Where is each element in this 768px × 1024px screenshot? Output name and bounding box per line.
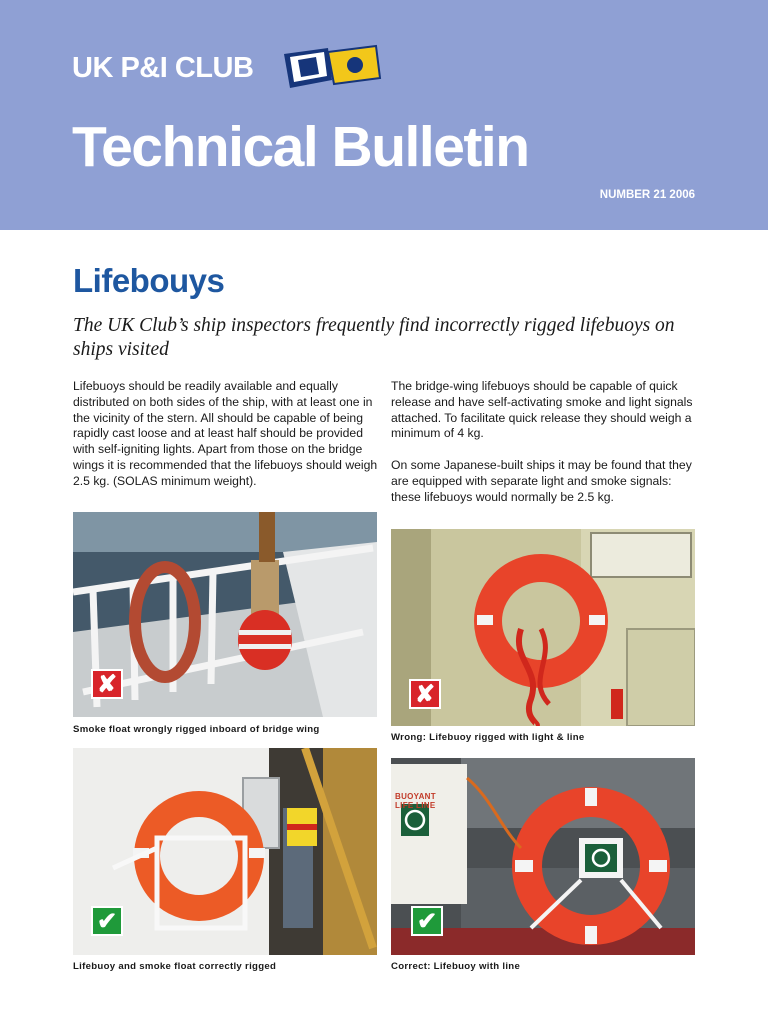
body-column-left [73,379,379,505]
photo-caption: Correct: Lifebuoy with line [391,961,521,972]
paragraph: On some Japanese-built ships it may be found that they are equipped with separate light and smoke signals: these lifebuoys would normally be 2.5 kg. [391,457,692,504]
article-standfirst: The UK Club’s ship inspectors frequently find incorrectly rigged lifebuoys on ships visited [73,315,675,360]
photo-lifebuoy-with-line [391,758,695,955]
photo-smoke-float-inboard [73,512,377,717]
cross-mark-icon: ✘ [91,669,123,699]
cross-mark-icon: ✘ [409,679,441,709]
check-mark-icon: ✔ [91,906,123,936]
photo-lifebuoy-smoke-float-correct [73,748,377,955]
photo-lifebuoy-light-line [391,529,695,726]
sign-text: BUOYANT LIFE LINE [395,792,436,810]
club-name: UK P&I CLUB [72,52,254,84]
photo-caption: Wrong: Lifebuoy rigged with light & line [391,732,585,743]
paragraph: The bridge-wing lifebuoys should be capable of quick release and have self-activating smoke and light signals attached. To facilitate quick release they should weigh a minimum of 4 kg. [391,379,693,441]
check-mark-icon: ✔ [411,906,443,936]
article-headline: Lifebouys [73,262,225,299]
photo-caption: Lifebuoy and smoke float correctly rigged [73,961,277,972]
header-banner [0,0,768,230]
bulletin-title: Technical Bulletin [72,115,529,179]
photo-caption: Smoke float wrongly rigged inboard of bridge wing [73,724,320,735]
body-column-right [391,379,697,521]
paragraph: Lifebuoys should be readily available and equally distributed on both sides of the ship, with at least one in the vicinity of the stern. All should be capable of being rapidly cast loose and at least half should be provided with self-igniting lights. Apart from those on the bridge wings it is recommended that the lifebuoys should weigh 2.5 kg. (SOLAS minimum weight). [73,379,378,488]
flag-logo-icon [282,44,382,94]
issue-number: NUMBER 21 2006 [599,189,695,201]
